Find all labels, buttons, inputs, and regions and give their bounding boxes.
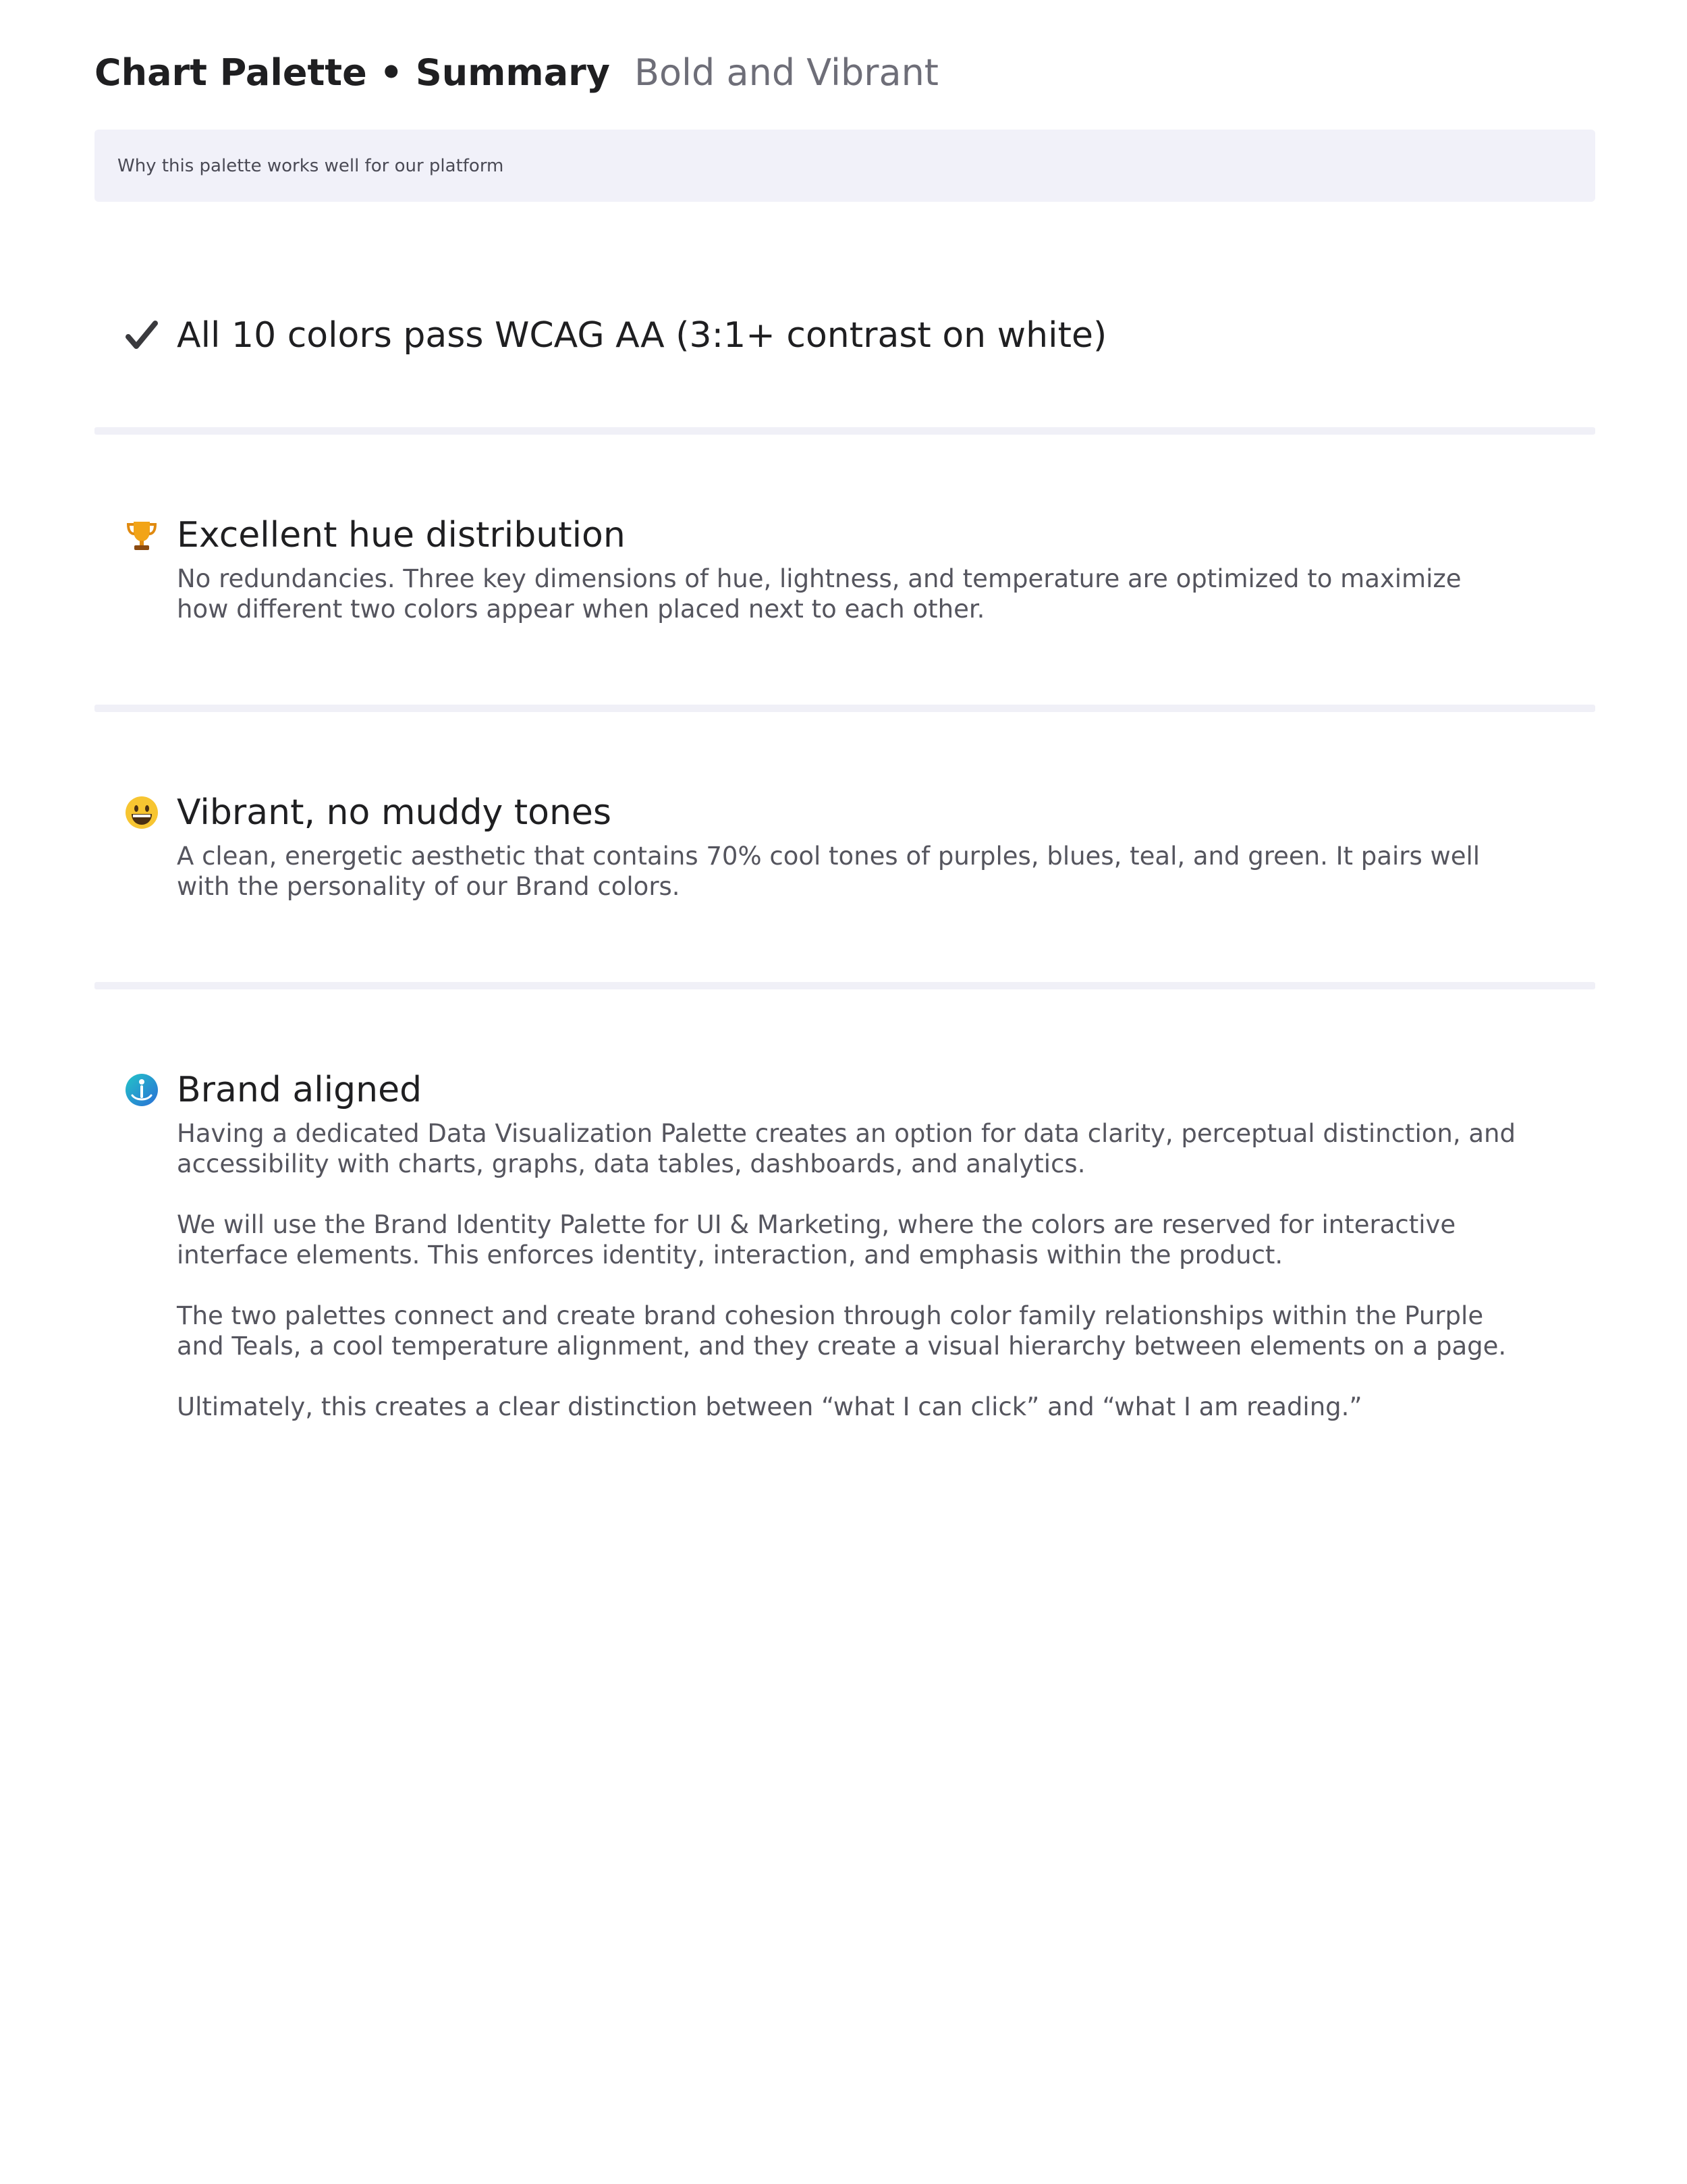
section-divider [94,427,1595,435]
section-paragraph: We will use the Brand Identity Palette for UI & Marketing, where the colors are reserved for interactive interface elements. This enforces identity, interaction, and emphasis within the product. [177,1210,1456,1270]
section-paragraph: A clean, energetic aesthetic that contains 70% cool tones of purples, blues, teal, and green. It pairs well with the personality of our Brand colors. [177,842,1481,901]
section-title: All 10 colors pass WCAG AA (3:1+ contrast on white) [177,315,1107,356]
brand-logo-icon [124,1072,159,1108]
section-divider [94,705,1595,712]
section-paragraph: The two palettes connect and create brand cohesion through color family relationships within the Purple and Teals, a cool temperature alignment, and they create a visual hierarchy between elements on a page. [177,1301,1507,1361]
page-subtitle: Bold and Vibrant [634,51,939,94]
section-hue-distribution [94,510,1595,624]
section-header [94,510,1595,561]
trophy-icon [124,518,159,553]
section-title: Vibrant, no muddy tones [177,792,612,833]
section-wcag [94,310,1595,361]
section-header [94,787,1595,838]
section-divider [94,982,1595,989]
section-brand-aligned [94,1064,1595,1422]
page-header [94,51,939,94]
section-paragraph: Having a dedicated Data Visualization Palette creates an option for data clarity, perceptual distinction, and accessibility with charts, graphs, data tables, dashboards, and analytics. [177,1119,1516,1178]
section-paragraph: Ultimately, this creates a clear distinction between “what I can click” and “what I am reading.” [177,1392,1362,1421]
section-header [94,310,1595,361]
intro-banner [94,130,1595,202]
section-title: Excellent hue distribution [177,515,626,555]
banner-text: Why this palette works well for our platform [117,155,504,176]
check-mark-icon [124,318,159,353]
section-header [94,1064,1595,1116]
section-vibrant [94,787,1595,902]
section-paragraph: No redundancies. Three key dimensions of hue, lightness, and temperature are optimized to maximize how different two colors appear when placed next to each other. [177,564,1462,624]
grinning-face-icon [124,795,159,830]
page-title: Chart Palette • Summary [94,51,610,94]
section-title: Brand aligned [177,1070,422,1110]
